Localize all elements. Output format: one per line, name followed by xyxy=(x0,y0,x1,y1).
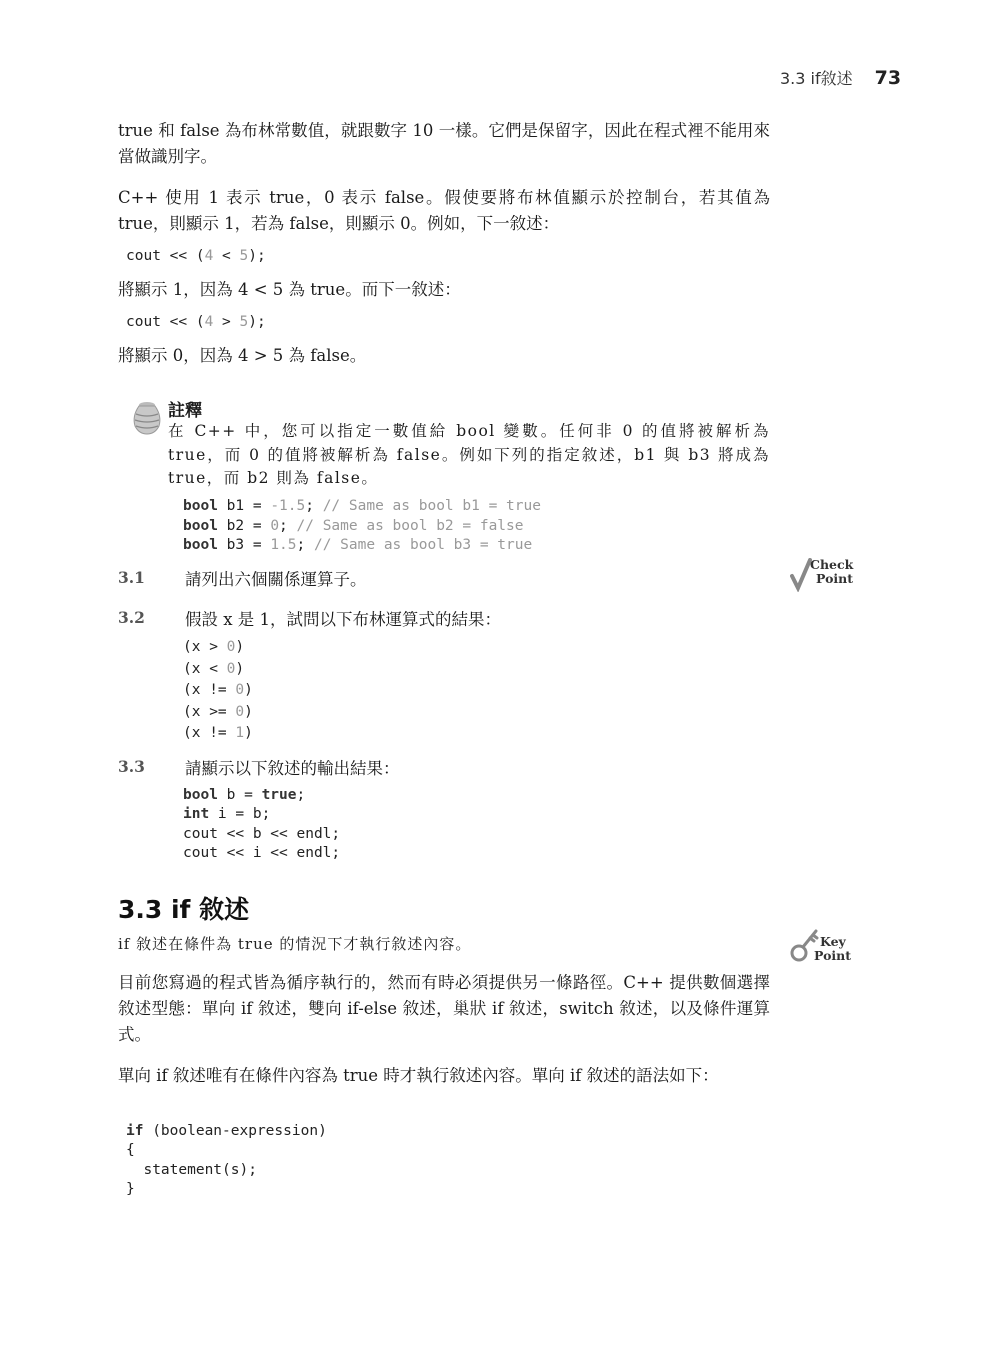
note-code-line-3: bool b3 = 1.5; // Same as bool b3 = true xyxy=(183,537,533,553)
note-pot-icon xyxy=(130,398,164,436)
running-header xyxy=(780,66,930,89)
question-text-3-2: 假設 x 是 1，試問以下布林運算式的結果： xyxy=(185,610,502,629)
section-heading: 3.3 if 敘述 xyxy=(118,895,250,924)
note-title: 註釋 xyxy=(168,401,202,421)
if-syntax-code: if (boolean-expression) { statement(s); } xyxy=(126,1123,327,1198)
section-lead: if 敘述在條件為 true 的情況下才執行敘述內容。 xyxy=(118,935,472,953)
checkpoint-badge: Check Point xyxy=(790,556,850,592)
code-example-2: cout << (4 > 5); xyxy=(126,314,266,330)
question-text-3-1: 請列出六個關係運算子。 xyxy=(185,570,367,589)
paragraph-2: C++ 使用 1 表示 true，0 表示 false。假使要將布林值顯示於控制台，若其值為 true，則顯示 1，若為 false，則顯示 0。例如，下一敘述： xyxy=(118,188,770,233)
paragraph-1: true 和 false 為布林常數值，就跟數字 10 一樣。它們是保留字，因此在程式裡不能用來當做識別字。 xyxy=(118,121,770,166)
paragraph-6: 單向 if 敘述唯有在條件內容為 true 時才執行敘述內容。單向 if 敘述的語法如下： xyxy=(118,1066,719,1085)
question-number-3-1: 3.1 xyxy=(118,568,145,587)
question-3-3-code: bool b = true; int i = b; cout << b << endl; cout << i << endl; xyxy=(183,787,341,862)
check-mark-icon xyxy=(790,558,812,592)
paragraph-5: 目前您寫過的程式皆為循序執行的，然而有時必須提供另一條路徑。C++ 提供數個選擇敘述型態：單向 if 敘述，雙向 if-else 敘述，巢狀 if 敘述，switch 敘述，以及條件運算式。 xyxy=(118,973,770,1044)
note-code-line-2: bool b2 = 0; // Same as bool b2 = false xyxy=(183,517,524,534)
question-text-3-3: 請顯示以下敘述的輸出結果： xyxy=(185,759,400,778)
note-body: 在 C++ 中，您可以指定一數值給 bool 變數。任何非 0 的值將被解析為 true，而 0 的值將被解析為 false。例如下列的指定敘述，b1 與 b3 將成為 true，而 b2 則為 false。 xyxy=(168,422,770,487)
page-number: 73 xyxy=(874,67,902,89)
question-number-3-2: 3.2 xyxy=(118,608,145,627)
note-code xyxy=(183,497,541,556)
code-example-1: cout << (4 < 5); xyxy=(126,248,266,264)
note-code-line-1: bool b1 = -1.5; // Same as bool b1 = true xyxy=(183,498,541,514)
question-number-3-3: 3.3 xyxy=(118,757,145,776)
paragraph-3: 將顯示 1，因為 4 < 5 為 true。而下一敘述： xyxy=(118,280,461,299)
keypoint-badge: Key Point xyxy=(790,927,850,963)
header-section: 3.3 if敘述 xyxy=(780,69,853,88)
paragraph-4: 將顯示 0，因為 4 > 5 為 false。 xyxy=(118,346,367,365)
question-3-2-code: (x > 0) (x < 0) (x != 0) (x >= 0) (x != 1) xyxy=(183,639,253,742)
